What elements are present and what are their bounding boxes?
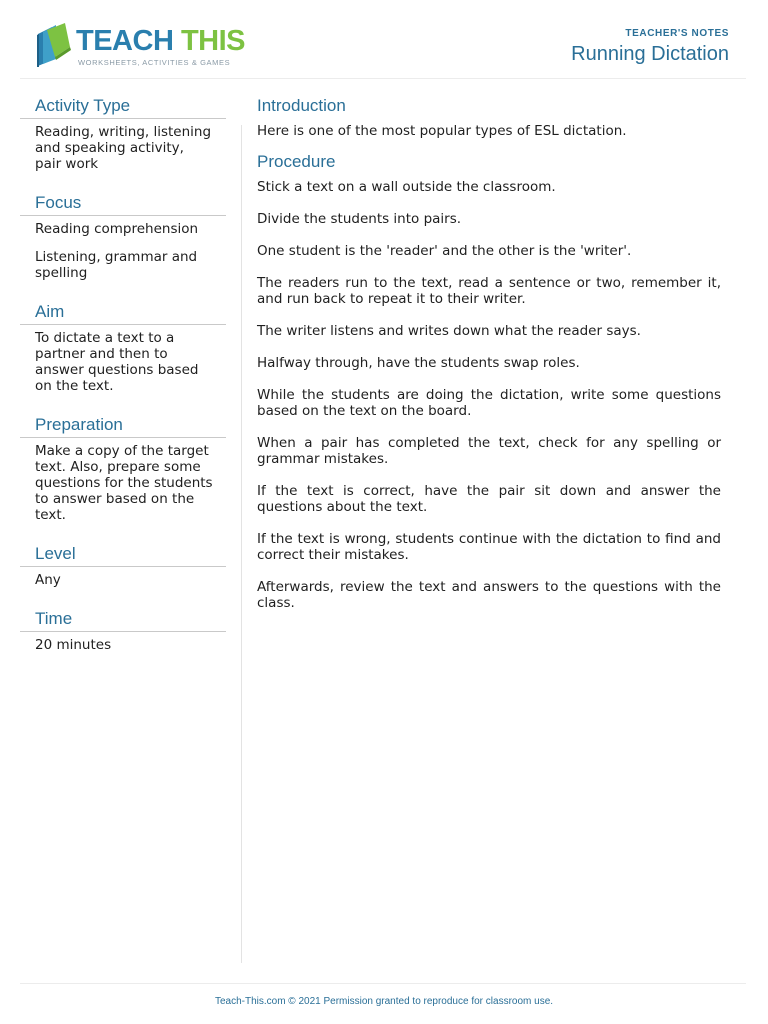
procedure-step: The readers run to the text, read a sentence or two, remember it, and run back to repeat it to their writer. [257,275,721,307]
sidebar-text: Listening, grammar and spelling [35,249,198,281]
sidebar-text: To dictate a text to a partner and then to answer questions based on the text. [35,330,199,394]
sidebar-body [20,443,226,523]
sidebar-text: 20 minutes [35,637,112,653]
teach-this-logo[interactable] [35,23,246,69]
sidebar-body [20,124,226,172]
sidebar-section-aim [20,300,226,394]
procedure-heading: Procedure [257,152,336,171]
sidebar-section-preparation [20,413,226,523]
sidebar-text: Any [35,572,61,588]
logo-this: THIS [180,25,246,57]
logo-tagline: WORKSHEETS, ACTIVITIES & GAMES [78,58,231,67]
sidebar-heading: Aim [20,300,226,325]
sidebar-heading: Time [20,607,226,632]
main-content [257,94,721,627]
footer-copyright[interactable]: Teach-This.com © 2021 Permission granted to reproduce for classroom use. [214,996,554,1007]
procedure-step: Halfway through, have the students swap roles. [257,355,580,371]
sidebar [20,94,226,672]
teachers-notes-label: TEACHER'S NOTES [625,28,729,39]
sidebar-body [20,330,226,394]
procedure-step: Stick a text on a wall outside the classroom. [257,179,556,195]
procedure-step: Divide the students into pairs. [257,211,462,227]
sidebar-heading: Focus [20,191,226,216]
sidebar-text: Reading comprehension [35,221,199,237]
sidebar-body [20,572,226,588]
procedure-step: If the text is correct, have the pair sit down and answer the questions about the text. [257,483,721,515]
introduction-body [257,123,721,139]
page-header [20,0,746,79]
sidebar-text: Reading, writing, listening and speaking activity, pair work [35,124,212,172]
introduction-text: Here is one of the most popular types of ESL dictation. [257,123,627,139]
page-title: Running Dictation [571,43,729,65]
sidebar-heading: Preparation [20,413,226,438]
logo-teach: TEACH [76,25,174,57]
procedure-step: One student is the 'reader' and the other is the 'writer'. [257,243,632,259]
column-divider [241,125,242,963]
procedure-step: While the students are doing the dictation, write some questions based on the text on the board. [257,387,721,419]
sidebar-section-level [20,542,226,588]
logo-wordmark [76,25,245,57]
procedure-step: When a pair has completed the text, check for any spelling or grammar mistakes. [257,435,721,467]
sidebar-body [20,221,226,281]
procedure-step: The writer listens and writes down what the reader says. [257,323,641,339]
book-logo-icon [35,23,75,67]
introduction-heading: Introduction [257,96,346,115]
sidebar-body [20,637,226,653]
procedure-step: Afterwards, review the text and answers to the questions with the class. [257,579,721,611]
sidebar-section-activity-type [20,94,226,172]
procedure-steps [257,179,721,611]
sidebar-heading: Level [20,542,226,567]
sidebar-heading: Activity Type [20,94,226,119]
sidebar-section-focus [20,191,226,281]
sidebar-text: Make a copy of the target text. Also, prepare some questions for the students to answer based on the text. [35,443,213,523]
footer-divider [20,983,746,984]
sidebar-section-time [20,607,226,653]
procedure-step: If the text is wrong, students continue with the dictation to find and correct their mistakes. [257,531,721,563]
